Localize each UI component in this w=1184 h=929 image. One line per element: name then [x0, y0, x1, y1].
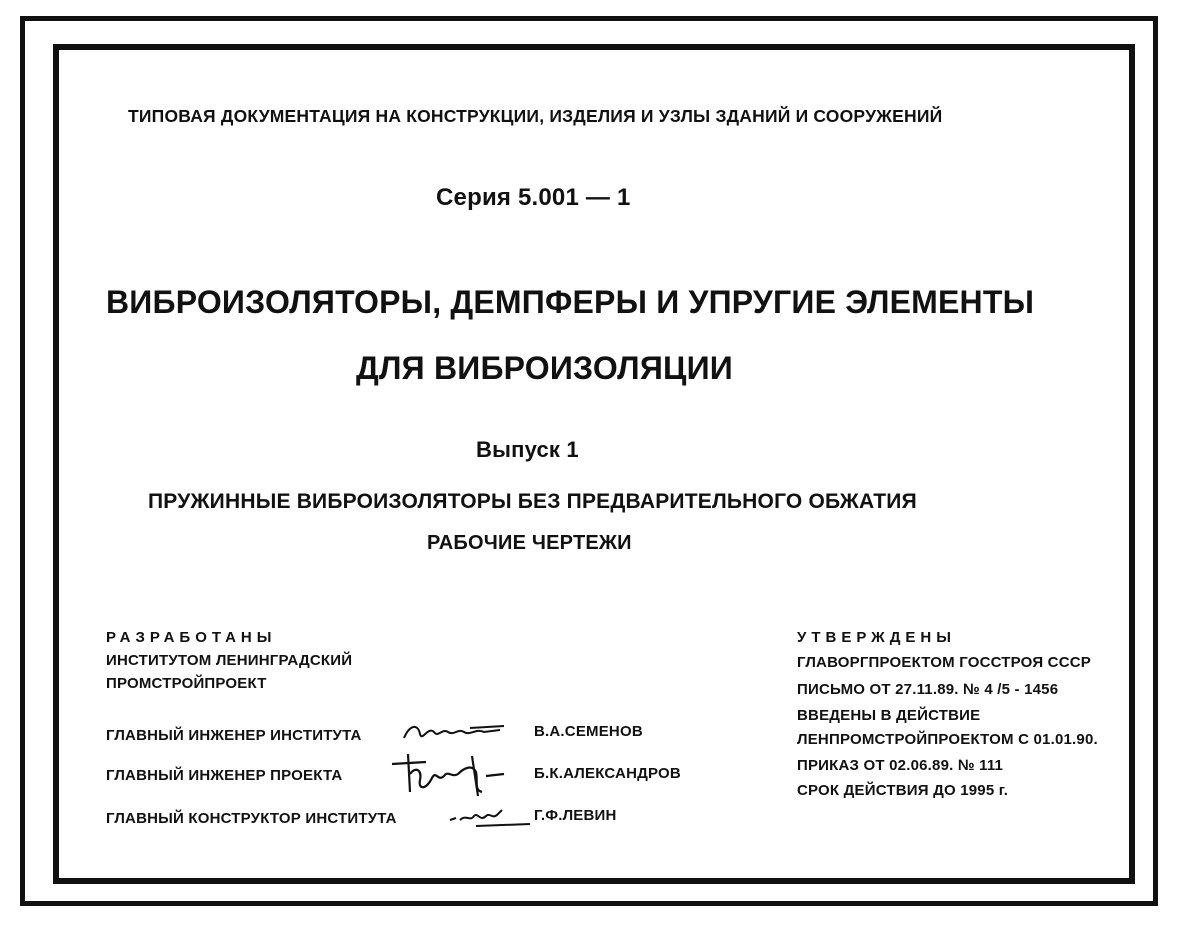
approved-heading: УТВЕРЖДЕНЫ — [797, 629, 956, 646]
signature-levin — [446, 804, 536, 832]
approved-line-1: ГЛАВОРГПРОЕКТОМ ГОССТРОЯ СССР — [797, 654, 1091, 671]
signatory-name-3: Г.Ф.ЛЕВИН — [534, 807, 617, 824]
document-header: ТИПОВАЯ ДОКУМЕНТАЦИЯ НА КОНСТРУКЦИИ, ИЗДЕЛИЯ И УЗЛЫ ЗДАНИЙ И СООРУЖЕНИЙ — [128, 106, 943, 126]
issue-number: Выпуск 1 — [476, 437, 579, 462]
approved-line-4: ЛЕНПРОМСТРОЙПРОЕКТОМ С 01.01.90. — [797, 731, 1098, 748]
approved-line-5: ПРИКАЗ ОТ 02.06.89. № 111 — [797, 757, 1004, 774]
title-line-2: ДЛЯ ВИБРОИЗОЛЯЦИИ — [356, 350, 734, 386]
subtitle-line-1: ПРУЖИННЫЕ ВИБРОИЗОЛЯТОРЫ БЕЗ ПРЕДВАРИТЕЛЬНОГО ОБЖАТИЯ — [148, 490, 917, 513]
title-line-1: ВИБРОИЗОЛЯТОРЫ, ДЕМПФЕРЫ И УПРУГИЕ ЭЛЕМЕНТЫ — [106, 284, 1035, 320]
developed-line-1: ИНСТИТУТОМ ЛЕНИНГРАДСКИЙ — [106, 652, 353, 669]
approved-line-3: ВВЕДЕНЫ В ДЕЙСТВИЕ — [797, 707, 981, 724]
signatory-role-2: ГЛАВНЫЙ ИНЖЕНЕР ПРОЕКТА — [106, 767, 343, 784]
signatory-role-3: ГЛАВНЫЙ КОНСТРУКТОР ИНСТИТУТА — [106, 810, 397, 827]
approved-line-6: СРОК ДЕЙСТВИЯ ДО 1995 г. — [797, 782, 1009, 799]
approved-line-2: ПИСЬМО ОТ 27.11.89. № 4 /5 - 1456 — [797, 681, 1059, 698]
signature-semenov — [400, 716, 510, 746]
signatory-role-1: ГЛАВНЫЙ ИНЖЕНЕР ИНСТИТУТА — [106, 727, 362, 744]
signatory-name-1: В.А.СЕМЕНОВ — [534, 723, 643, 740]
developed-line-2: ПРОМСТРОЙПРОЕКТ — [106, 675, 267, 692]
developed-heading: РАЗРАБОТАНЫ — [106, 629, 277, 646]
subtitle-line-2: РАБОЧИЕ ЧЕРТЕЖИ — [427, 532, 632, 554]
signatory-name-2: Б.К.АЛЕКСАНДРОВ — [534, 765, 681, 782]
signature-aleksandrov — [386, 748, 526, 804]
series-number: Серия 5.001 — 1 — [436, 184, 631, 211]
